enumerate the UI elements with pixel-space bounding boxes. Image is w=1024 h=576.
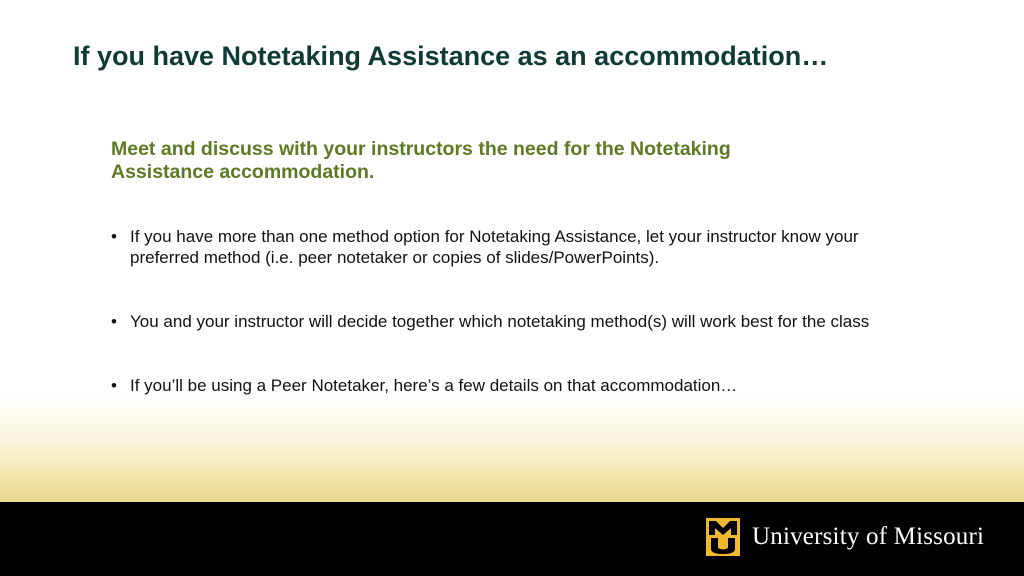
bullet-marker: • xyxy=(111,376,117,395)
bullet-text: If you have more than one method option for Notetaking Assistance, let your instructor know your preferred method (i.e. peer notetaker or copies of slides/PowerPoints). xyxy=(130,227,859,267)
bullet-text: You and your instructor will decide together which notetaking method(s) will work best for the class xyxy=(130,312,870,331)
bullet-marker: • xyxy=(111,227,117,246)
bullet-item xyxy=(111,375,891,396)
bullet-item xyxy=(111,226,891,268)
bullet-text: If you’ll be using a Peer Notetaker, here’s a few details on that accommodation… xyxy=(130,376,738,395)
slide-subheading: Meet and discuss with your instructors the need for the Notetaking Assistance accommodation. xyxy=(111,138,731,183)
bullet-list xyxy=(111,226,891,439)
slide-title: If you have Notetaking Assistance as an accommodation… xyxy=(73,41,829,71)
bullet-marker: • xyxy=(111,312,117,331)
mizzou-mu-logo-icon xyxy=(706,518,740,556)
university-name: University of Missouri xyxy=(752,523,985,550)
university-logo xyxy=(706,518,984,556)
bullet-item xyxy=(111,311,891,332)
